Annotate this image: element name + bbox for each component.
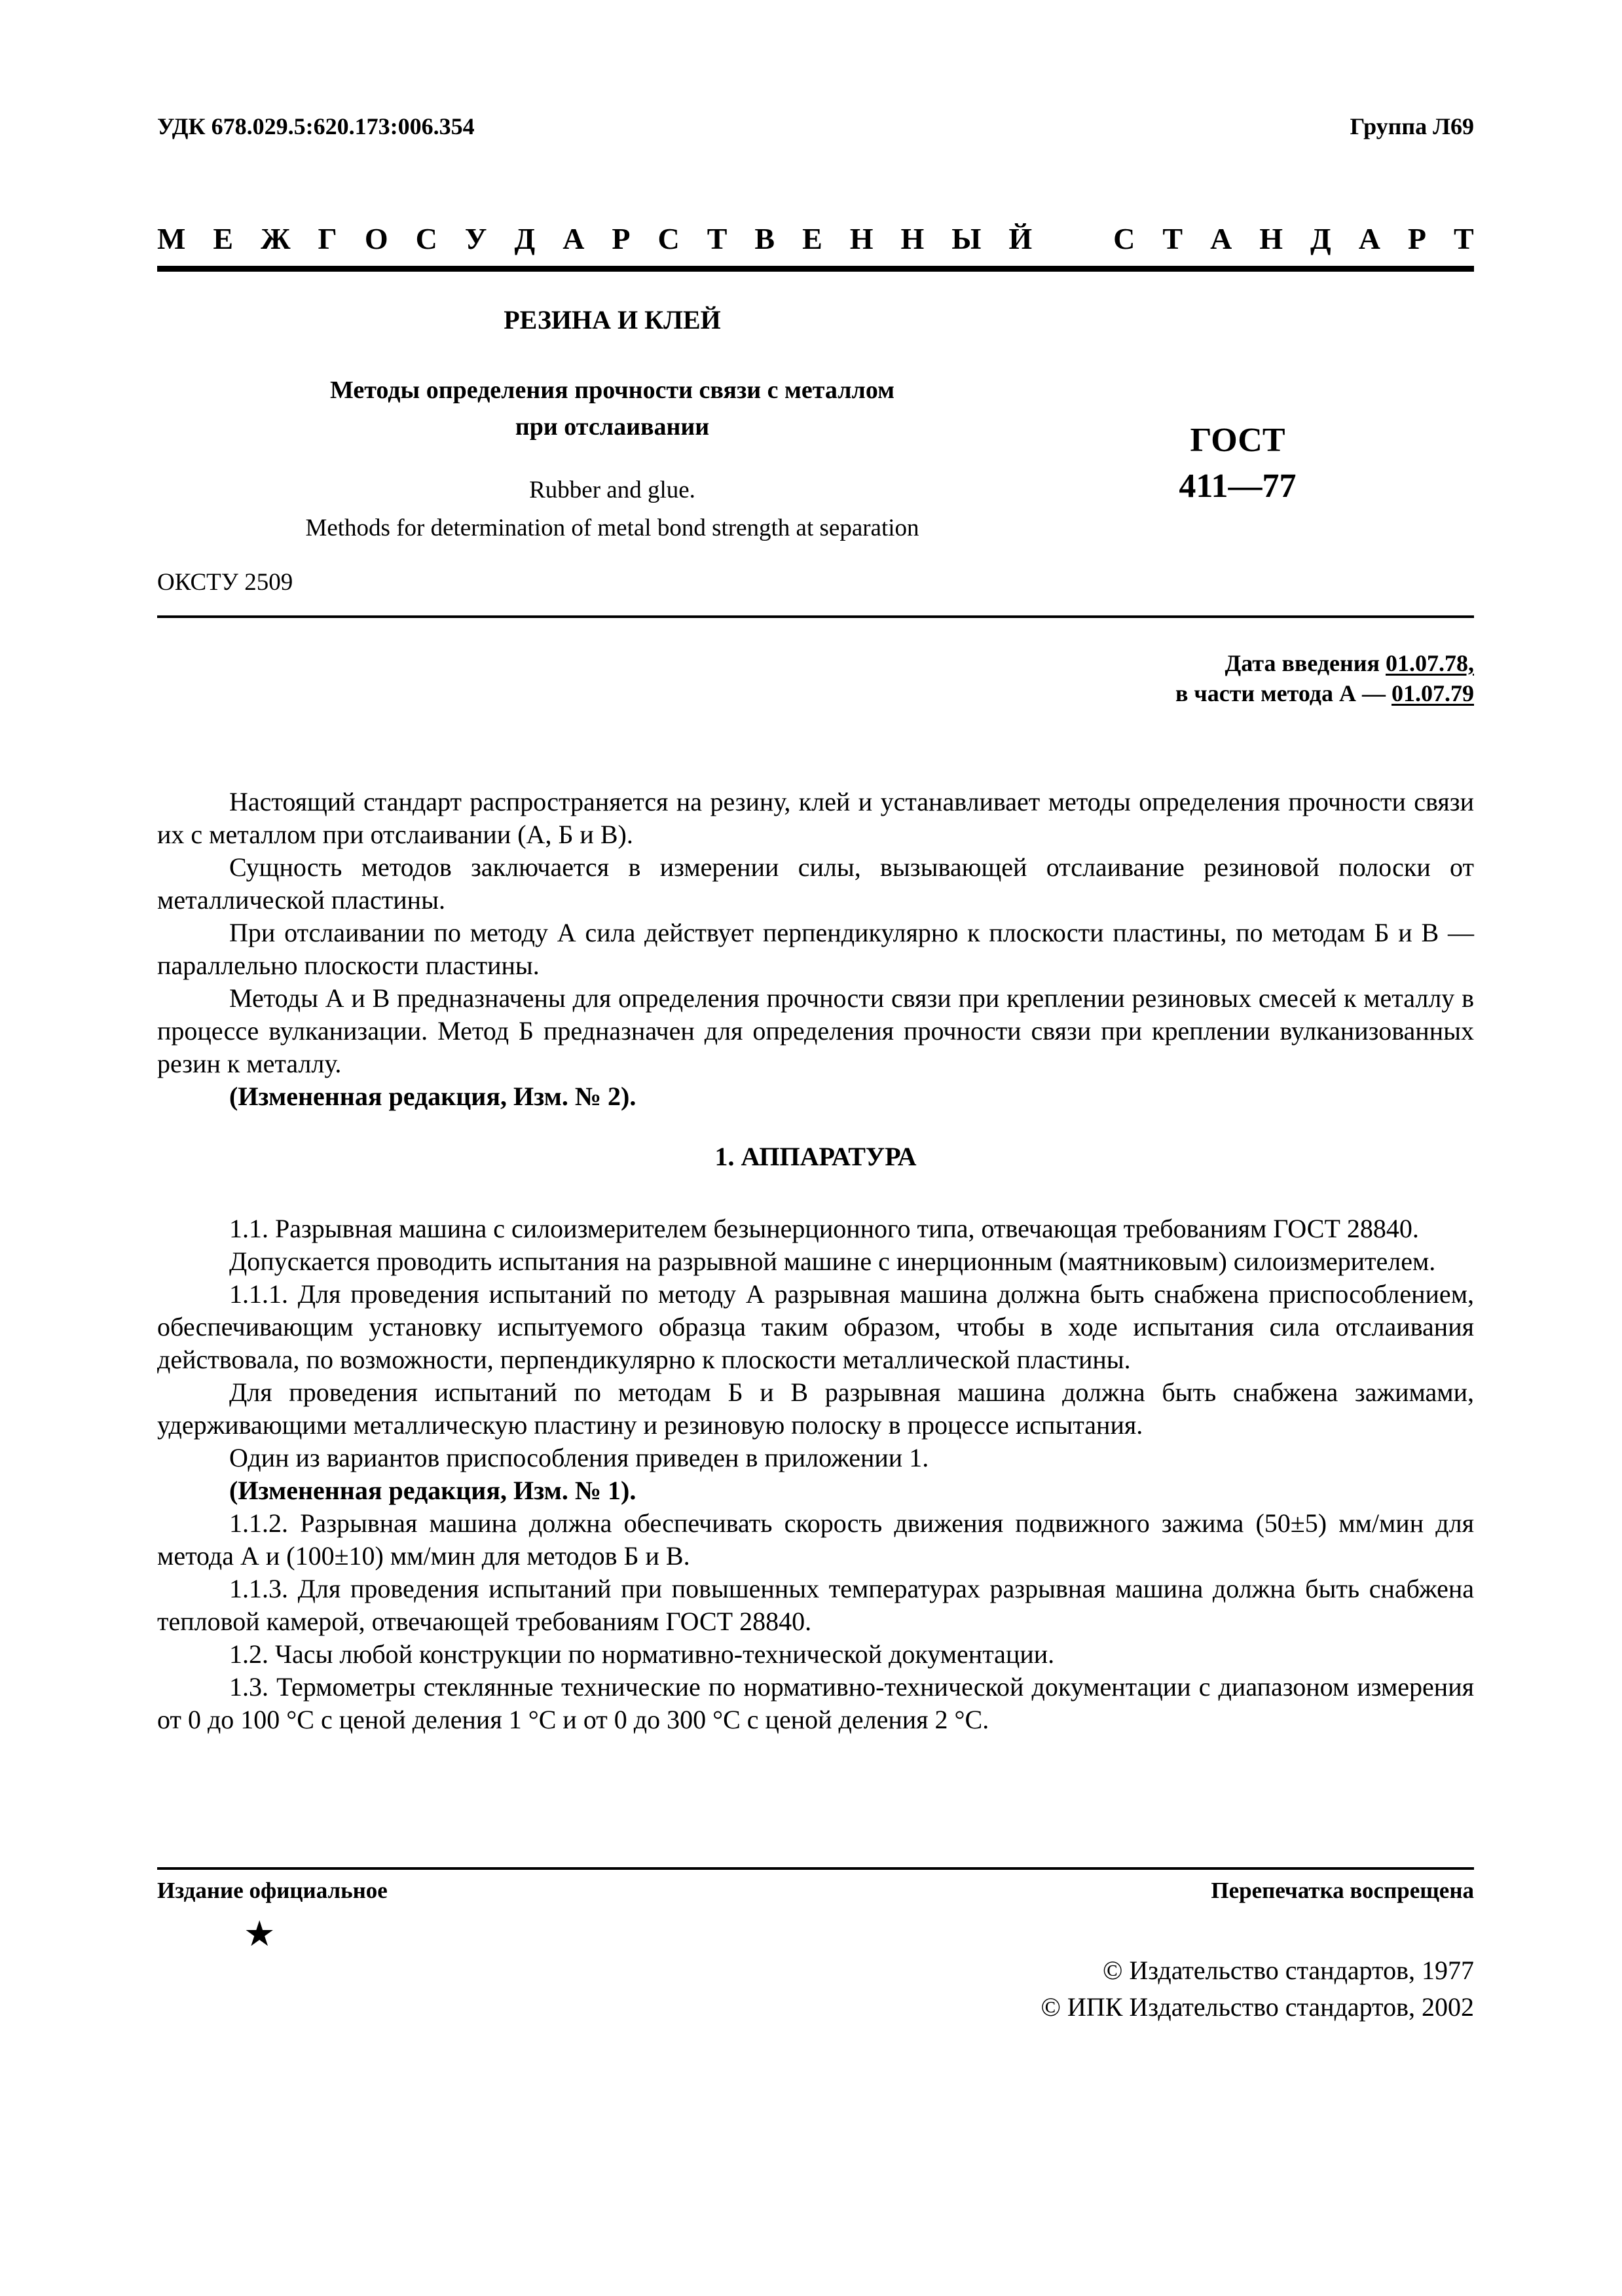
english-title — [157, 471, 1067, 547]
date-line-1 — [1175, 648, 1474, 678]
paragraph: Настоящий стандарт распространяется на резину, клей и устанавливает методы определения прочности связи их с металлом при отслаивании (А, Б и В). — [157, 787, 1474, 849]
paragraph: 1.1.2. Разрывная машина должна обеспечивать скорость движения подвижного зажима (50±5) мм/мин для метода А и (100±10) мм/мин для методов Б и В. — [157, 1508, 1474, 1571]
banner-letter: Н — [900, 222, 925, 255]
banner-letter: А — [562, 222, 585, 255]
gost-number: 411—77 — [1179, 467, 1297, 505]
paragraph: Сущность методов заключается в измерении силы, вызывающей отслаивание резиновой полоски от металлической пластины. — [157, 852, 1474, 915]
reprint-prohibited-label: Перепечатка воспрещена — [1211, 1878, 1474, 1903]
banner-letter: Р — [1407, 222, 1427, 255]
banner-letter: Д — [1310, 222, 1331, 255]
paragraph: Допускается проводить испытания на разрывной машине с инерционным (маятниковым) силоизмерителем. — [229, 1247, 1436, 1276]
banner-letter: А — [1358, 222, 1380, 255]
banner-letter: С — [1113, 222, 1135, 255]
introduction-date: 01.07.78, — [1386, 650, 1474, 676]
title-divider — [157, 615, 1474, 618]
introduction-dates — [1175, 648, 1474, 708]
banner-letter: М — [157, 222, 186, 255]
banner-letter: С — [657, 222, 680, 255]
english-title-line: Rubber and glue. — [529, 477, 695, 503]
subtitle-line: при отслаивании — [515, 413, 710, 441]
footer-divider — [157, 1867, 1474, 1870]
document-title: РЕЗИНА И КЛЕЙ — [504, 305, 721, 335]
banner-letter: Т — [1454, 222, 1474, 255]
paragraph: Методы А и В предназначены для определения прочности связи при креплении резиновых смесей к металлу в процессе вулканизации. Метод Б предназначен для определения прочности связи при креплении вулканизованных резин к металлу. — [157, 983, 1474, 1078]
document-subtitle — [157, 372, 1067, 445]
copyright-line: © Издательство стандартов, 1977 — [1102, 1956, 1474, 1985]
banner-letter: А — [1210, 222, 1232, 255]
document-body — [157, 786, 1474, 1736]
official-edition-label: Издание официальное — [157, 1878, 388, 1903]
english-title-line: Methods for determination of metal bond strength at separation — [305, 515, 919, 541]
paragraph: Один из вариантов приспособления приведен в приложении 1. — [229, 1443, 929, 1472]
group-code: Группа Л69 — [1350, 113, 1474, 139]
method-a-date: 01.07.79 — [1392, 680, 1474, 706]
banner-letter: О — [364, 222, 388, 255]
paragraph: Для проведения испытаний по методам Б и В разрывная машина должна быть снабжена зажимами, удерживающими металлическую пластину и резиновую полоску в процессе испытания. — [157, 1377, 1474, 1440]
paragraph: 1.1.3. Для проведения испытаний при повышенных температурах разрывная машина должна быть снабжена тепловой камерой, отвечающей требованиям ГОСТ 28840. — [157, 1574, 1474, 1636]
banner-letter: Ы — [951, 222, 982, 255]
okstu-code: ОКСТУ 2509 — [157, 569, 293, 596]
gost-label: ГОСТ — [1190, 422, 1285, 459]
banner-letter: Ж — [261, 222, 291, 255]
udk-code: УДК 678.029.5:620.173:006.354 — [157, 113, 475, 139]
amendment-note: (Измененная редакция, Изм. № 2). — [229, 1082, 636, 1111]
amendment-note: (Измененная редакция, Изм. № 1). — [229, 1476, 636, 1505]
date-label: в части метода А — — [1175, 680, 1392, 706]
date-line-2 — [1175, 678, 1474, 708]
banner-letter: Г — [318, 222, 337, 255]
section-heading: 1. АППАРАТУРА — [714, 1142, 917, 1171]
paragraph: 1.1.1. Для проведения испытаний по методу А разрывная машина должна быть снабжена приспособлением, обеспечивающим установку испытуемого образца таким образом, чтобы в ходе испытания сила отслаивания действовала, по возможности, перпендикулярно к плоскости металлической пластины. — [157, 1279, 1474, 1374]
banner-letter: У — [464, 222, 487, 255]
banner-letter: Т — [707, 222, 728, 255]
star-icon: ★ — [244, 1914, 276, 1954]
banner-gap — [1060, 221, 1086, 256]
paragraph: 1.2. Часы любой конструкции по нормативно-технической документации. — [229, 1639, 1055, 1669]
banner-letter: Р — [612, 222, 631, 255]
banner-letter: Е — [802, 222, 822, 255]
banner-letter: Т — [1162, 222, 1183, 255]
paragraph: При отслаивании по методу А сила действует перпендикулярно к плоскости пластины, по методам Б и В — параллельно плоскости пластины. — [157, 918, 1474, 980]
paragraph: 1.3. Термометры стеклянные технические по нормативно-технической документации с диапазоном измерения от 0 до 100 °С с ценой деления 1 °С и от 0 до 300 °С с ценой деления 2 °С. — [157, 1672, 1474, 1734]
date-label: Дата введения — [1225, 650, 1386, 676]
gost-designation — [1087, 418, 1388, 509]
banner-letter: Й — [1008, 222, 1033, 255]
banner-letter: Е — [213, 222, 234, 255]
header-divider — [157, 266, 1474, 272]
banner-letter: С — [415, 222, 437, 255]
banner-letter: В — [754, 222, 775, 255]
copyright-block — [1041, 1952, 1474, 2026]
banner-letter: Н — [849, 222, 874, 255]
banner-letter: Д — [514, 222, 536, 255]
copyright-line: © ИПК Издательство стандартов, 2002 — [1041, 1992, 1474, 2022]
subtitle-line: Методы определения прочности связи с металлом — [330, 376, 894, 404]
paragraph: 1.1. Разрывная машина с силоизмерителем безынерционного типа, отвечающая требованиям ГОСТ 28840. — [229, 1214, 1419, 1243]
banner-letter: Н — [1259, 222, 1283, 255]
interstate-standard-banner — [157, 221, 1474, 256]
